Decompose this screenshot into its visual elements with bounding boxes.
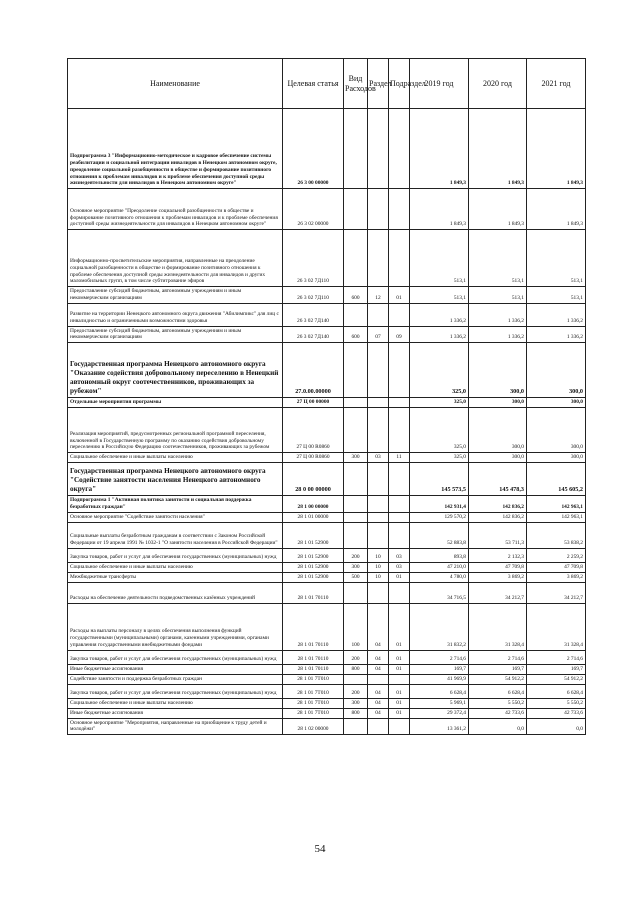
row-subsection: 09 [389, 326, 410, 343]
table-row [68, 398, 586, 408]
row-value-2019: 1 849,3 [410, 109, 469, 189]
header-kind: Вид Расходов [344, 59, 368, 109]
row-name: Информационно-просветительские мероприятия, направленные на преодоление социальной разобщенности в обществе и формирование позитивного отношения к проблеме обеспечения доступной среды жизнедеятельности для инвалидов и других маломобильных групп, в том числе субтитрование эфиров [68, 230, 283, 287]
row-kind: 100 [344, 603, 368, 650]
row-section: 10 [368, 548, 389, 562]
row-value-2020: 1 849,3 [469, 109, 527, 189]
row-value-2021: 3 869,2 [527, 572, 586, 582]
table-row [68, 562, 586, 572]
row-target-code: 28 1 01 70110 [283, 582, 344, 603]
row-value-2021: 142 963,1 [527, 512, 586, 522]
row-value-2021: 145 605,2 [527, 463, 586, 496]
row-target-code: 28 1 01 70110 [283, 603, 344, 650]
row-value-2020: 142 836,2 [469, 496, 527, 513]
table-row [68, 343, 586, 398]
row-name: Основное мероприятие "Преодоление социальной разобщенности в обществе и формирование позитивного отношения к проблемам инвалидов и к проблеме обеспечения доступной среды жизнедеятельности для инвалидов в Ненецком автономном округе" [68, 189, 283, 230]
row-value-2021: 5 550,2 [527, 698, 586, 708]
row-value-2019: 129 570,2 [410, 512, 469, 522]
row-value-2021: 31 328,4 [527, 603, 586, 650]
row-subsection: 01 [389, 650, 410, 664]
row-value-2019: 29 372,4 [410, 708, 469, 718]
row-target-code: 26 3 02 7Д140 [283, 326, 344, 343]
row-value-2019: 47 210,0 [410, 562, 469, 572]
row-target-code: 26 3 02 00000 [283, 189, 344, 230]
row-value-2021: 53 838,2 [527, 522, 586, 548]
table-row [68, 698, 586, 708]
row-section [368, 408, 389, 453]
row-target-code: 28 1 00 00000 [283, 496, 344, 513]
row-target-code: 28 1 01 70110 [283, 664, 344, 674]
row-kind [344, 398, 368, 408]
table-row [68, 496, 586, 513]
row-target-code: 27 Ц 00 00000 [283, 398, 344, 408]
row-name: Расходы на обеспечение деятельности подведомственных казённых учреждений [68, 582, 283, 603]
header-2020: 2020 год [469, 59, 527, 109]
row-value-2019: 2 714,6 [410, 650, 469, 664]
row-name: Подпрограмма 1 "Активная политика занятости и социальная поддержка безработных граждан" [68, 496, 283, 513]
row-section: 10 [368, 562, 389, 572]
row-target-code: 28 1 01 7Т010 [283, 698, 344, 708]
header-target: Целевая статья [283, 59, 344, 109]
row-value-2020: 142 836,2 [469, 512, 527, 522]
row-subsection: 01 [389, 287, 410, 304]
table-row [68, 189, 586, 230]
row-kind: 200 [344, 650, 368, 664]
budget-table-container [67, 58, 585, 735]
row-value-2021: 47 709,8 [527, 562, 586, 572]
table-row [68, 674, 586, 684]
row-section [368, 398, 389, 408]
row-name: Содействие занятости и поддержка безработных граждан [68, 674, 283, 684]
row-section [368, 718, 389, 735]
row-value-2021: 1 336,2 [527, 326, 586, 343]
row-value-2019: 52 883,8 [410, 522, 469, 548]
table-header-row [68, 59, 586, 109]
row-kind: 300 [344, 562, 368, 572]
row-kind: 300 [344, 698, 368, 708]
row-target-code: 28 1 01 52900 [283, 522, 344, 548]
row-subsection [389, 230, 410, 287]
row-value-2019: 325,0 [410, 408, 469, 453]
row-target-code: 26 3 02 7Д110 [283, 287, 344, 304]
row-kind [344, 189, 368, 230]
row-subsection [389, 674, 410, 684]
row-kind: 200 [344, 548, 368, 562]
row-value-2020: 300,0 [469, 343, 527, 398]
row-value-2020: 1 849,3 [469, 189, 527, 230]
row-value-2021: 300,0 [527, 343, 586, 398]
row-target-code: 26 3 00 00000 [283, 109, 344, 189]
row-value-2021: 6 628,4 [527, 684, 586, 698]
row-name: Государственная программа Ненецкого автономного округа "Оказание содействия добровольному переселению в Ненецкий автономный округ соотечественников, проживающих за рубежом" [68, 343, 283, 398]
row-name: Социальное обеспечение и иные выплаты населению [68, 562, 283, 572]
row-subsection [389, 189, 410, 230]
row-value-2020: 5 550,2 [469, 698, 527, 708]
row-subsection [389, 408, 410, 453]
row-value-2019: 513,1 [410, 230, 469, 287]
row-name: Предоставление субсидий бюджетным, автономным учреждениям и иным некоммерческим организациям [68, 287, 283, 304]
row-section: 07 [368, 326, 389, 343]
row-name: Реализация мероприятий, предусмотренных региональной программой переселения, включенной в Государственную программу по оказанию содействия добровольному переселению в Российскую Федерацию соотечественников, проживающих за рубежом [68, 408, 283, 453]
row-section [368, 674, 389, 684]
row-kind [344, 109, 368, 189]
row-value-2020: 513,1 [469, 230, 527, 287]
row-value-2019: 31 832,2 [410, 603, 469, 650]
header-2021: 2021 год [527, 59, 586, 109]
row-name: Подпрограмма 3 "Информационно-методическое и кадровое обеспечение системы реабилитации и социальной интеграции инвалидов в Ненецком автономном округе, преодоление социальной разобщенности в обществе и формирование позитивного отношения к проблемам инвалидов и к проблеме обеспечения доступной среды жизнедеятельности для инвалидов в Ненецком автономном округе" [68, 109, 283, 189]
row-name: Иные бюджетные ассигнования [68, 708, 283, 718]
row-kind: 800 [344, 708, 368, 718]
row-value-2020: 3 869,2 [469, 572, 527, 582]
row-value-2021: 1 849,3 [527, 109, 586, 189]
row-kind [344, 463, 368, 496]
row-target-code: 28 1 01 52900 [283, 572, 344, 582]
row-target-code: 26 3 02 7Д110 [283, 230, 344, 287]
row-name: Расходы на выплаты персоналу в целях обеспечения выполнения функций государственными (муниципальными) органами, казенными учреждениями, органами управления государственными внебюджетными фондами [68, 603, 283, 650]
table-row [68, 453, 586, 463]
row-target-code: 28 1 01 00000 [283, 512, 344, 522]
row-section: 04 [368, 698, 389, 708]
row-value-2020: 34 212,7 [469, 582, 527, 603]
row-kind [344, 303, 368, 326]
table-row [68, 512, 586, 522]
row-value-2019: 5 969,1 [410, 698, 469, 708]
row-target-code: 28 0 00 00000 [283, 463, 344, 496]
row-section: 04 [368, 664, 389, 674]
budget-table [67, 58, 586, 735]
row-kind: 500 [344, 572, 368, 582]
row-value-2021: 42 733,6 [527, 708, 586, 718]
row-subsection: 01 [389, 684, 410, 698]
row-target-code: 28 1 02 00000 [283, 718, 344, 735]
row-subsection [389, 463, 410, 496]
row-name: Основное мероприятие "Содействие занятости населения" [68, 512, 283, 522]
row-value-2020: 42 733,6 [469, 708, 527, 718]
row-subsection: 01 [389, 664, 410, 674]
row-subsection [389, 303, 410, 326]
row-subsection: 03 [389, 548, 410, 562]
row-name: Закупка товаров, работ и услуг для обеспечения государственных (муниципальных) нужд [68, 548, 283, 562]
row-kind [344, 522, 368, 548]
row-value-2020: 300,0 [469, 398, 527, 408]
table-row [68, 718, 586, 735]
row-value-2019: 169,7 [410, 664, 469, 674]
row-subsection: 01 [389, 698, 410, 708]
row-value-2020: 300,0 [469, 453, 527, 463]
row-value-2021: 142 963,1 [527, 496, 586, 513]
row-value-2020: 53 711,3 [469, 522, 527, 548]
row-section [368, 512, 389, 522]
row-section: 12 [368, 287, 389, 304]
table-row [68, 548, 586, 562]
row-value-2019: 6 628,4 [410, 684, 469, 698]
row-subsection [389, 718, 410, 735]
row-subsection [389, 512, 410, 522]
row-section [368, 496, 389, 513]
row-value-2019: 142 931,4 [410, 496, 469, 513]
row-section [368, 343, 389, 398]
row-subsection [389, 343, 410, 398]
row-value-2019: 325,0 [410, 343, 469, 398]
row-kind: 800 [344, 664, 368, 674]
row-section: 04 [368, 684, 389, 698]
table-row [68, 326, 586, 343]
row-kind [344, 512, 368, 522]
row-value-2019: 1 336,2 [410, 326, 469, 343]
row-target-code: 28 1 01 70110 [283, 650, 344, 664]
table-row [68, 303, 586, 326]
row-value-2019: 325,0 [410, 453, 469, 463]
table-row [68, 287, 586, 304]
row-value-2019: 4 780,0 [410, 572, 469, 582]
row-section [368, 582, 389, 603]
row-name: Предоставление субсидий бюджетным, автономным учреждениям и иным некоммерческим организациям [68, 326, 283, 343]
row-value-2020: 6 628,4 [469, 684, 527, 698]
row-value-2019: 1 849,3 [410, 189, 469, 230]
row-target-code: 26 3 02 7Д140 [283, 303, 344, 326]
row-target-code: 27 Ц 00 R0860 [283, 453, 344, 463]
row-section: 04 [368, 708, 389, 718]
row-section: 10 [368, 572, 389, 582]
row-subsection [389, 398, 410, 408]
row-name: Закупка товаров, работ и услуг для обеспечения государственных (муниципальных) нужд [68, 684, 283, 698]
row-value-2019: 893,8 [410, 548, 469, 562]
row-target-code: 28 1 01 7Т010 [283, 708, 344, 718]
row-value-2020: 145 478,3 [469, 463, 527, 496]
row-value-2020: 513,1 [469, 287, 527, 304]
row-section [368, 522, 389, 548]
row-section: 04 [368, 650, 389, 664]
table-row [68, 408, 586, 453]
header-subsection: Подраздел [389, 59, 410, 109]
row-value-2021: 513,1 [527, 287, 586, 304]
header-name: Наименование [68, 59, 283, 109]
row-subsection [389, 582, 410, 603]
row-value-2020: 2 714,6 [469, 650, 527, 664]
table-row [68, 463, 586, 496]
row-value-2020: 1 336,2 [469, 303, 527, 326]
row-name: Основное мероприятие "Мероприятия, направленные на приобщение к труду детей и молодёжи" [68, 718, 283, 735]
row-target-code: 27 Ц 00 R0860 [283, 408, 344, 453]
row-subsection: 11 [389, 453, 410, 463]
row-value-2020: 47 709,8 [469, 562, 527, 572]
row-kind: 300 [344, 453, 368, 463]
row-value-2021: 34 212,7 [527, 582, 586, 603]
header-2019: 2019 год [410, 59, 469, 109]
row-subsection: 01 [389, 708, 410, 718]
row-name: Иные бюджетные ассигнования [68, 664, 283, 674]
row-subsection: 01 [389, 572, 410, 582]
row-value-2019: 513,1 [410, 287, 469, 304]
table-row [68, 708, 586, 718]
row-section [368, 230, 389, 287]
table-row [68, 664, 586, 674]
row-value-2021: 2 259,2 [527, 548, 586, 562]
row-section: 03 [368, 453, 389, 463]
row-kind [344, 496, 368, 513]
table-row [68, 230, 586, 287]
table-row [68, 684, 586, 698]
row-kind: 600 [344, 326, 368, 343]
row-target-code: 28 1 01 7Т010 [283, 684, 344, 698]
row-value-2021: 300,0 [527, 453, 586, 463]
table-row [68, 582, 586, 603]
row-value-2021: 1 336,2 [527, 303, 586, 326]
row-name: Социальное обеспечение и иные выплаты населению [68, 453, 283, 463]
row-value-2020: 54 912,2 [469, 674, 527, 684]
row-subsection: 03 [389, 562, 410, 572]
row-value-2021: 0,0 [527, 718, 586, 735]
row-value-2019: 41 969,9 [410, 674, 469, 684]
row-value-2019: 325,0 [410, 398, 469, 408]
row-value-2020: 300,0 [469, 408, 527, 453]
row-value-2020: 1 336,2 [469, 326, 527, 343]
row-name: Межбюджетные трансферты [68, 572, 283, 582]
row-value-2019: 13 361,2 [410, 718, 469, 735]
table-row [68, 109, 586, 189]
row-name: Государственная программа Ненецкого автономного округа "Содействие занятости населения Ненецкого автономного округа" [68, 463, 283, 496]
row-subsection [389, 109, 410, 189]
row-target-code: 28 1 01 7Т010 [283, 674, 344, 684]
row-kind [344, 582, 368, 603]
row-name: Социальное обеспечение и иные выплаты населению [68, 698, 283, 708]
row-kind: 200 [344, 684, 368, 698]
row-subsection [389, 522, 410, 548]
row-subsection: 01 [389, 603, 410, 650]
row-section [368, 189, 389, 230]
row-value-2019: 1 336,2 [410, 303, 469, 326]
row-value-2021: 1 849,3 [527, 189, 586, 230]
table-row [68, 603, 586, 650]
page-number: 54 [314, 843, 326, 855]
row-name: Социальные выплаты безработным гражданам в соответствии с Законом Российской Федерации от 19 апреля 1991 № 1032-1 "О занятости населения в Российской Федерации" [68, 522, 283, 548]
row-value-2020: 31 328,4 [469, 603, 527, 650]
table-row [68, 572, 586, 582]
row-subsection [389, 496, 410, 513]
row-value-2021: 2 714,6 [527, 650, 586, 664]
row-value-2021: 169,7 [527, 664, 586, 674]
header-section: Раздел [368, 59, 389, 109]
row-target-code: 28 1 01 52900 [283, 548, 344, 562]
row-value-2020: 2 132,3 [469, 548, 527, 562]
row-name: Закупка товаров, работ и услуг для обеспечения государственных (муниципальных) нужд [68, 650, 283, 664]
row-section [368, 303, 389, 326]
row-value-2020: 169,7 [469, 664, 527, 674]
row-value-2021: 300,0 [527, 408, 586, 453]
row-target-code: 27.0.00.00000 [283, 343, 344, 398]
row-value-2019: 145 573,5 [410, 463, 469, 496]
row-kind: 600 [344, 287, 368, 304]
row-name: Отдельные мероприятия программы [68, 398, 283, 408]
table-body [68, 109, 586, 735]
row-section [368, 109, 389, 189]
table-row [68, 650, 586, 664]
row-value-2020: 0,0 [469, 718, 527, 735]
row-value-2021: 54 912,2 [527, 674, 586, 684]
row-section: 04 [368, 603, 389, 650]
row-value-2019: 34 716,5 [410, 582, 469, 603]
row-name: Развитие на территории Ненецкого автономного округа движения "Абилимпикс" для лиц с инвалидностью и ограниченными возможностями здоровья [68, 303, 283, 326]
row-kind [344, 230, 368, 287]
row-kind [344, 718, 368, 735]
row-kind [344, 343, 368, 398]
row-kind [344, 674, 368, 684]
row-target-code: 28 1 01 52900 [283, 562, 344, 572]
row-section [368, 463, 389, 496]
table-row [68, 522, 586, 548]
row-value-2021: 300,0 [527, 398, 586, 408]
row-value-2021: 513,1 [527, 230, 586, 287]
row-kind [344, 408, 368, 453]
